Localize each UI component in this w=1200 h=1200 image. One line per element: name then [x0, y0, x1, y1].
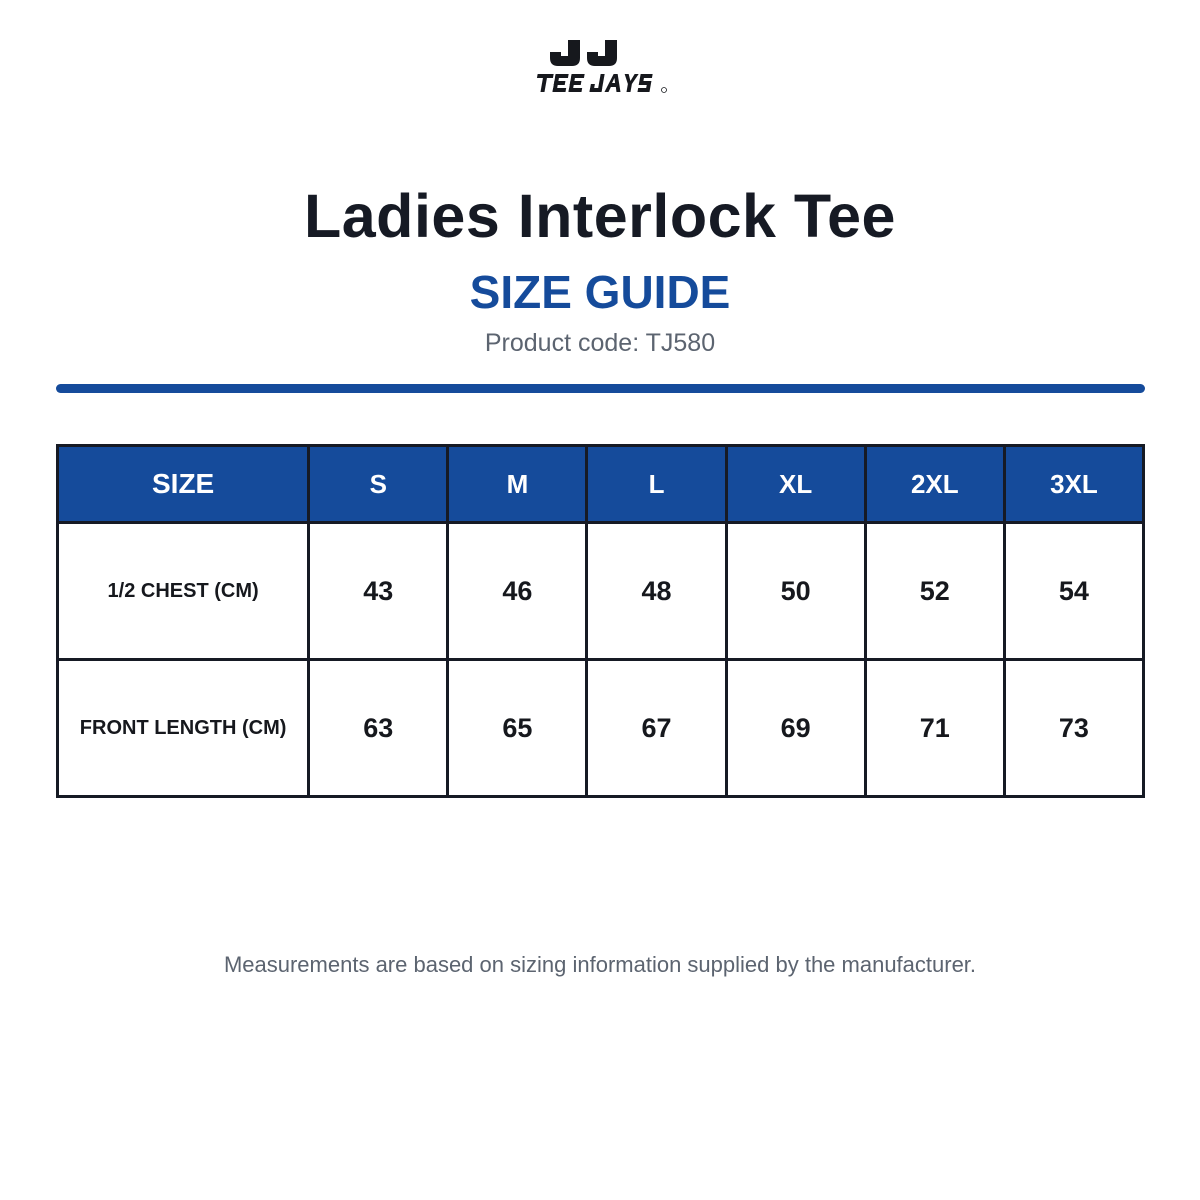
table-cell: 67: [587, 660, 726, 797]
table-cell: 63: [309, 660, 448, 797]
brand-logo: [530, 38, 670, 100]
row-label: FRONT LENGTH (CM): [58, 660, 309, 797]
product-code: Product code: TJ580: [484, 329, 716, 357]
header-divider: [56, 384, 1145, 393]
table-cell: 46: [448, 523, 587, 660]
table-cell: 43: [309, 523, 448, 660]
table-cell: 69: [726, 660, 865, 797]
table-cell: 65: [448, 660, 587, 797]
table-header-size: S: [309, 446, 448, 523]
table-row-chest: [58, 523, 1144, 660]
footnote: Measurements are based on sizing information supplied by the manufacturer.: [223, 952, 977, 977]
table-header-size-label: SIZE: [58, 446, 309, 523]
table-row-front-length: [58, 660, 1144, 797]
table-header-size: 3XL: [1004, 446, 1143, 523]
page-title: Ladies Interlock Tee: [304, 182, 896, 250]
table-cell: 52: [865, 523, 1004, 660]
table-cell: 71: [865, 660, 1004, 797]
table-cell: 73: [1004, 660, 1143, 797]
table-header-row: [58, 446, 1144, 523]
table-cell: 54: [1004, 523, 1143, 660]
table-header-size: 2XL: [865, 446, 1004, 523]
table-header-size: XL: [726, 446, 865, 523]
table-cell: 48: [587, 523, 726, 660]
page-subtitle: SIZE GUIDE: [469, 266, 731, 318]
table-cell: 50: [726, 523, 865, 660]
tee-jays-logo-icon: [530, 38, 670, 100]
size-table: [56, 444, 1145, 798]
table-header-size: M: [448, 446, 587, 523]
row-label: 1/2 CHEST (CM): [58, 523, 309, 660]
table-header-size: L: [587, 446, 726, 523]
